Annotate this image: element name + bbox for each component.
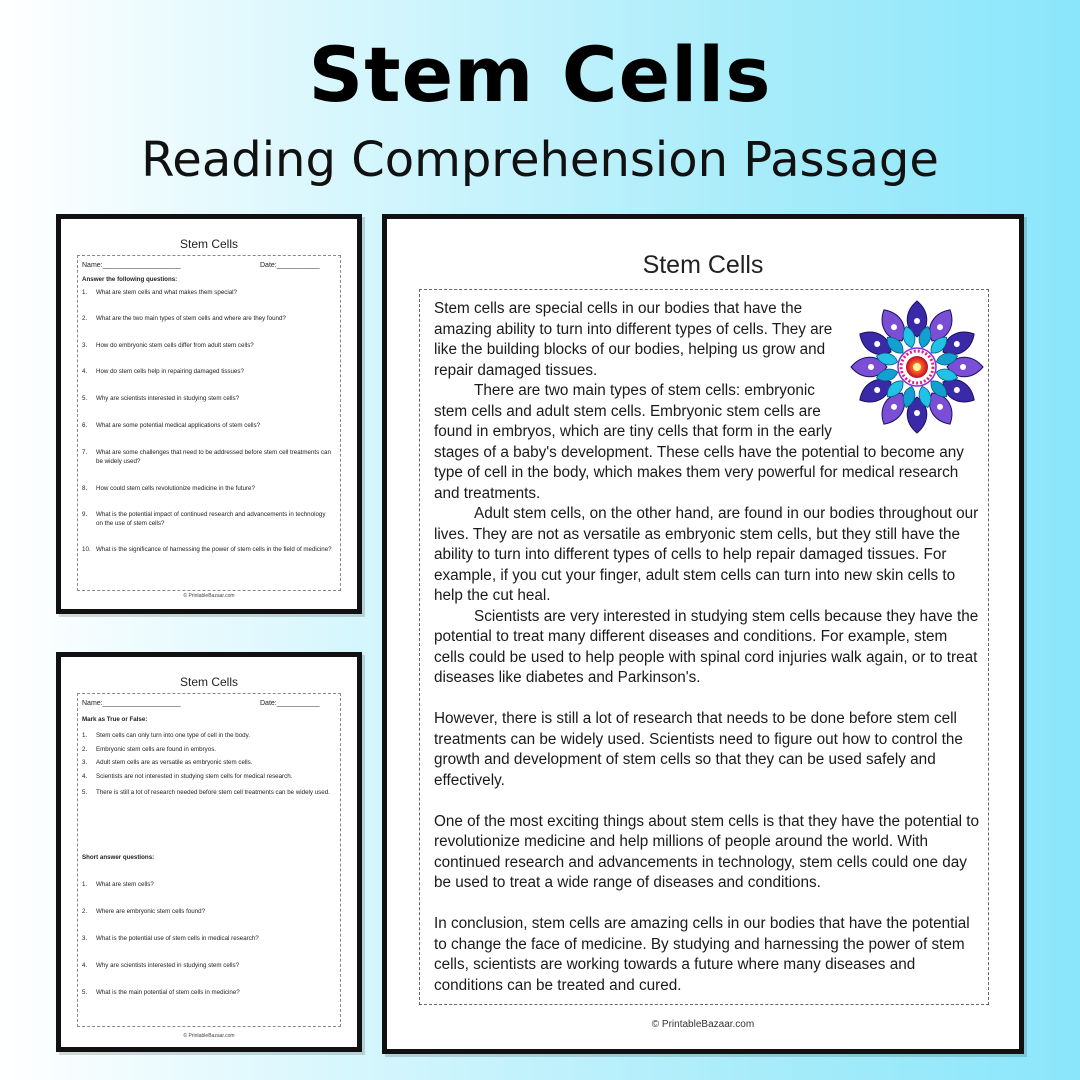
question-number: 2. (82, 315, 88, 322)
item-text: Scientists are not interested in studying stem cells for medical research. (96, 773, 293, 780)
question-text: Why are scientists interested in studying stem cells? (96, 395, 240, 402)
worksheet-footer: © PrintableBazaar.com (183, 593, 235, 599)
true-false-item (82, 772, 332, 781)
question-number: 5. (82, 395, 88, 402)
question-item (82, 484, 332, 493)
question-item (82, 394, 332, 403)
worksheet-true-false-preview (56, 652, 362, 1052)
item-text: There is still a lot of research needed before stem cell treatments can be widely used. (96, 789, 330, 796)
item-number: 1. (82, 881, 88, 888)
passage-paragraph: Stem cells are special cells in our bodies that have the amazing ability to turn into different types of cells. They are like the building blocks of our bodies, helping us grow and repair damaged tissues. (434, 300, 833, 379)
short-answer-item (82, 880, 332, 889)
question-number: 9. (82, 511, 88, 518)
item-number: 3. (82, 759, 88, 766)
question-item (82, 367, 332, 376)
item-number: 2. (82, 746, 88, 753)
question-number: 4. (82, 368, 88, 375)
question-text: What are some challenges that need to be addressed before stem cell treatments can be widely used? (96, 449, 331, 465)
item-text: Embryonic stem cells are found in embryos. (96, 746, 217, 753)
passage-paragraph: There are two main types of stem cells: embryonic stem cells and adult stem cells. Embryonic stem cells are found in embryos, which are tiny cells that form in the early stages of a baby's development. These cells have the potential to become any type of cell in the body, which makes them very powerful for medical research and treatments. (434, 382, 964, 502)
item-text: What is the main potential of stem cells in medicine? (96, 989, 240, 996)
worksheet-frame (77, 693, 341, 1027)
true-false-item (82, 745, 332, 754)
question-number: 8. (82, 485, 88, 492)
question-item (82, 510, 332, 528)
short-answer-heading: Short answer questions: (82, 854, 155, 861)
question-text: What are the two main types of stem cells and where are they found? (96, 315, 286, 322)
worksheet-questions-preview (56, 214, 362, 614)
question-text: What are stem cells and what makes them special? (96, 289, 237, 296)
passage-paragraph: In conclusion, stem cells are amazing cells in our bodies that have the potential to change the face of medicine. By studying and harnessing the power of stem cells, scientists are working towards a future where many diseases and conditions can be treated and cured. (434, 915, 970, 994)
instruction-heading: Answer the following questions: (82, 276, 178, 283)
short-answer-item (82, 988, 332, 997)
question-item (82, 341, 332, 350)
page-title: Stem Cells (308, 30, 772, 119)
question-number: 1. (82, 289, 88, 296)
item-number: 5. (82, 789, 88, 796)
name-field-label: Name:____________________ (82, 700, 181, 707)
item-number: 2. (82, 908, 88, 915)
date-field-label: Date:___________ (260, 700, 320, 707)
question-item (82, 448, 332, 466)
page-subtitle: Reading Comprehension Passage (141, 132, 939, 188)
question-text: What are some potential medical applications of stem cells? (96, 422, 261, 429)
passage-paragraph: Scientists are very interested in studying stem cells because they have the potential to treat many different diseases and conditions. For example, stem cells could be used to help people with spinal cord injuries walk again, or to treat diseases like diabetes and Parkinson's. (434, 607, 979, 686)
item-text: Why are scientists interested in studying stem cells? (96, 962, 240, 969)
name-field-label: Name:____________________ (82, 262, 181, 269)
question-text: How do embryonic stem cells differ from adult stem cells? (96, 342, 254, 349)
item-number: 1. (82, 732, 88, 739)
passage-paragraph: Adult stem cells, on the other hand, are found in our bodies throughout our lives. They are not as versatile as embryonic stem cells, but they still have the ability to turn into different types of cells to help repair damaged tissues. For example, if you cut your finger, adult stem cells can turn into new skin cells to help the cut heal. (434, 505, 979, 604)
passage-sheet (382, 214, 1024, 1054)
short-answer-item (82, 934, 332, 943)
worksheet-title: Stem Cells (179, 237, 238, 251)
question-number: 3. (82, 342, 88, 349)
question-number: 10. (82, 546, 91, 553)
item-number: 5. (82, 989, 88, 996)
passage-frame (419, 289, 989, 1005)
true-false-item (82, 758, 332, 767)
item-number: 3. (82, 935, 88, 942)
question-number: 6. (82, 422, 88, 429)
question-text: How could stem cells revolutionize medicine in the future? (96, 485, 255, 492)
true-false-item (82, 786, 332, 799)
passage-paragraph: However, there is still a lot of research that needs to be done before stem cell treatments can be widely used. Scientists need to figure out how to control the growth and development of stem cells so that they can be used safely and effectively. (434, 710, 963, 789)
passage-body (434, 299, 980, 996)
true-false-item (82, 731, 332, 740)
question-text: How do stem cells help in repairing damaged tissues? (96, 368, 244, 375)
item-text: What are stem cells? (96, 881, 154, 888)
worksheet-frame (77, 255, 341, 591)
question-item (82, 421, 332, 430)
true-false-heading: Mark as True or False: (82, 716, 148, 723)
passage-footer: © PrintableBazaar.com (651, 1019, 755, 1030)
item-text: Where are embryonic stem cells found? (96, 908, 206, 915)
item-text: Adult stem cells are as versatile as embryonic stem cells. (96, 759, 253, 766)
question-number: 7. (82, 449, 88, 456)
item-number: 4. (82, 773, 88, 780)
question-item (82, 288, 332, 297)
question-item (82, 545, 332, 554)
item-text: What is the potential use of stem cells in medical research? (96, 935, 259, 942)
date-field-label: Date:___________ (260, 262, 320, 269)
item-number: 4. (82, 962, 88, 969)
short-answer-item (82, 961, 332, 970)
item-text: Stem cells can only turn into one type of cell in the body. (96, 732, 250, 739)
question-text: What is the significance of harnessing the power of stem cells in the field of medicine? (96, 546, 332, 553)
passage-paragraph: One of the most exciting things about stem cells is that they have the potential to revolutionize medicine and help millions of people around the world. With continued research and advancements in technology, stem cells could one day be used to treat a wide range of diseases and conditions. (434, 812, 980, 891)
question-item (82, 314, 332, 323)
mandala-cell-illustration-icon (842, 297, 992, 437)
passage-title: Stem Cells (642, 251, 764, 279)
worksheet-title: Stem Cells (179, 675, 238, 689)
short-answer-item (82, 907, 332, 916)
question-text: What is the potential impact of continued research and advancements in technology on the use of stem cells? (96, 511, 326, 527)
worksheet-footer: © PrintableBazaar.com (183, 1033, 235, 1039)
